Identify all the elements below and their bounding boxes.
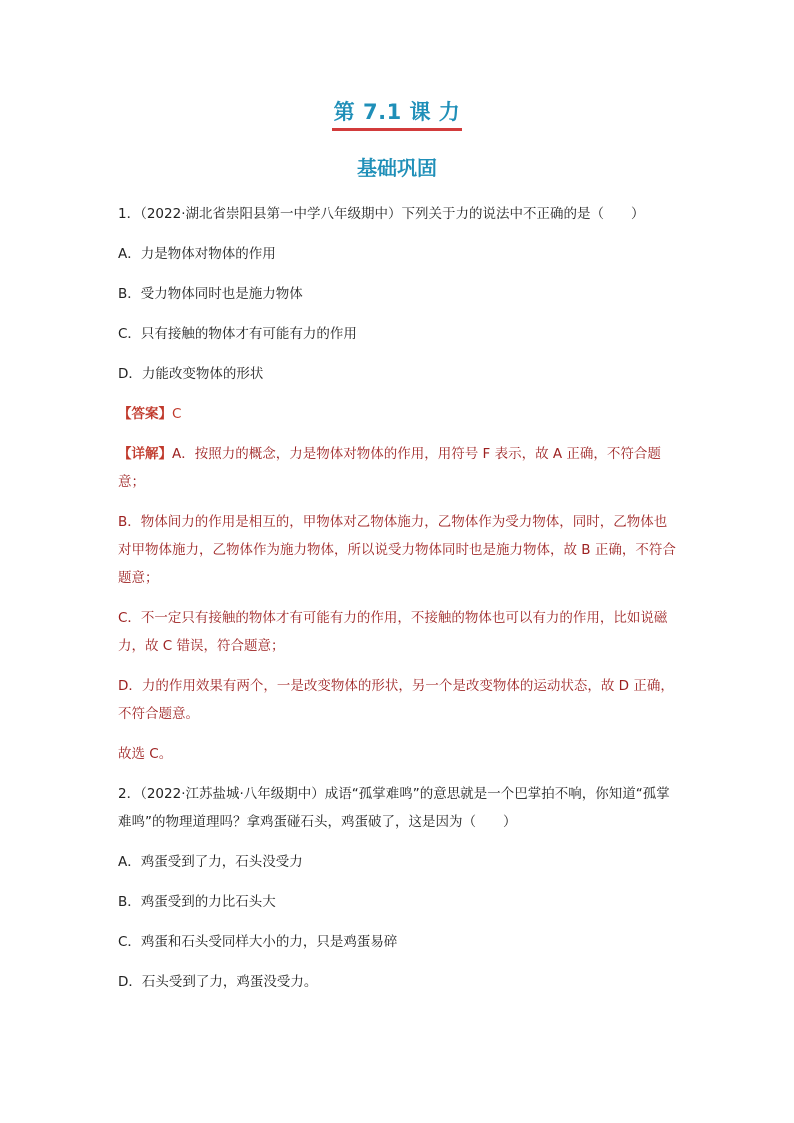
question-1-option-c: C．只有接触的物体才有可能有力的作用 <box>118 326 357 342</box>
detail-line-a: A．按照力的概念，力是物体对物体的作用，用符号 F 表示，故 A 正确，不符合题意； <box>118 446 661 490</box>
answer-value: C <box>172 406 182 422</box>
question-2-option-b: B．鸡蛋受到的力比石头大 <box>118 894 276 910</box>
question-1-detail-c: C．不一定只有接触的物体才有可能有力的作用，不接触的物体也可以有力的作用，比如说磁力，故 C 错误，符合题意； <box>118 610 668 654</box>
question-2-option-d: D．石头受到了力，鸡蛋没受力。 <box>118 974 318 990</box>
question-2-stem: 2．（2022·江苏盐城·八年级期中）成语“孤掌难鸣”的意思就是一个巴掌拍不响，你知道“孤掌难鸣”的物理道理吗？拿鸡蛋碰石头，鸡蛋破了，这是因为（ ） <box>118 786 670 830</box>
question-2-option-c: C．鸡蛋和石头受同样大小的力，只是鸡蛋易碎 <box>118 934 398 950</box>
question-content <box>118 200 678 1008</box>
question-1-answer <box>118 400 678 428</box>
lesson-title-text: 第 7.1 课 力 <box>332 96 463 131</box>
question-2-option-a: A．鸡蛋受到了力，石头没受力 <box>118 854 303 870</box>
question-1-final: 故选 C。 <box>118 746 173 762</box>
detail-label: 【详解】 <box>118 446 172 462</box>
question-1-option-b: B．受力物体同时也是施力物体 <box>118 286 303 302</box>
question-1-option-a: A．力是物体对物体的作用 <box>118 246 276 262</box>
section-subtitle: 基础巩固 <box>357 156 437 180</box>
answer-label: 【答案】 <box>118 406 172 422</box>
question-1-detail-b: B．物体间力的作用是相互的，甲物体对乙物体施力，乙物体作为受力物体，同时，乙物体也对甲物体施力，乙物体作为施力物体，所以说受力物体同时也是施力物体，故 B 正确，不符合题意； <box>118 514 676 586</box>
question-1-detail-d: D．力的作用效果有两个，一是改变物体的形状，另一个是改变物体的运动状态，故 D 正确，不符合题意。 <box>118 678 674 722</box>
question-1-detail-a <box>118 440 678 496</box>
lesson-title <box>0 96 794 131</box>
question-1-stem: 1．（2022·湖北省崇阳县第一中学八年级期中）下列关于力的说法中不正确的是（ ） <box>118 206 645 222</box>
question-1-option-d: D．力能改变物体的形状 <box>118 366 264 382</box>
